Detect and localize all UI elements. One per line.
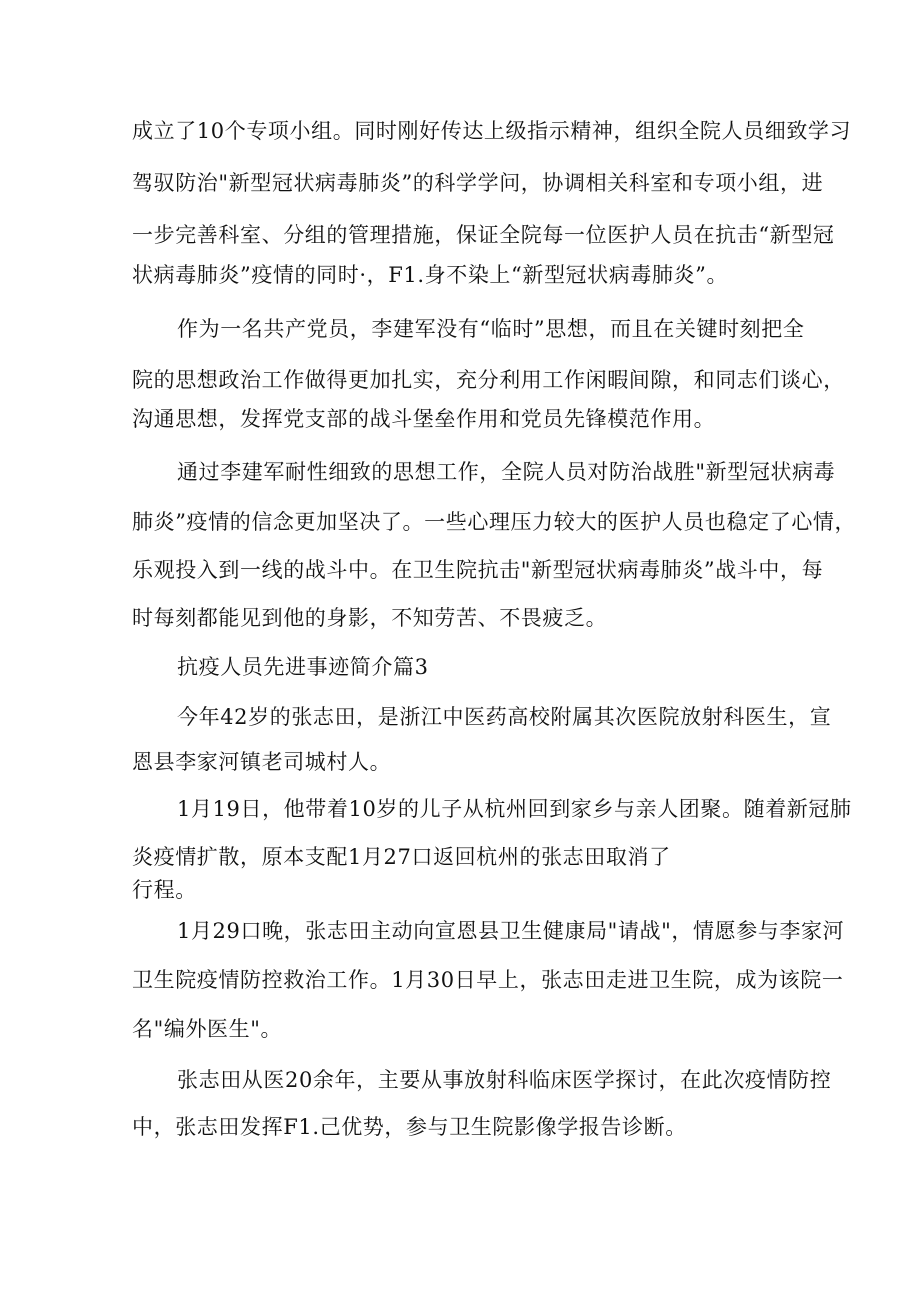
- text-line: 肺炎”疫情的信念更加坚决了。一些心理压力较大的医护人员也稳定了心情，: [132, 510, 857, 534]
- text-line: 炎疫情扩散，原本支配1月27口返回杭州的张志田取消了: [132, 845, 671, 869]
- text-line: 1月19日，他带着10岁的儿子从杭州回到家乡与亲人团聚。随着新冠肺: [177, 797, 852, 821]
- text-line: 行程。: [132, 878, 197, 902]
- text-line: 今年42岁的张志田，是浙江中医药高校附属其次医院放射科医生，宣: [177, 705, 832, 729]
- text-line: 乐观投入到一线的战斗中。在卫生院抗击"新型冠状病毒肺炎”战斗中，每: [132, 558, 824, 582]
- text-line: 卫生院疫情防控救治工作。1月30日早上，张志田走进卫生院，成为该院一: [132, 968, 844, 992]
- text-line: 作为一名共产党员，李建军没有“临时”思想，而且在关键时刻把全: [177, 317, 805, 341]
- text-line: 驾驭防治"新型冠状病毒肺炎”的科学学问，协调相关科室和专项小组，进: [132, 171, 824, 195]
- text-line: 一步完善科室、分组的管理措施，保证全院每一位医护人员在抗击“新型冠: [132, 223, 835, 247]
- text-line: 院的思想政治工作做得更加扎实，充分利用工作闲暇间隙，和同志们谈心，: [132, 368, 845, 392]
- section-heading: 抗疫人员先进事迹简介篇3: [177, 655, 429, 679]
- text-line: 张志田从医20余年，主要从事放射科临床医学探讨，在此次疫情防控: [177, 1068, 832, 1092]
- text-line: 名"编外医生"。: [132, 1017, 283, 1041]
- text-line: 中，张志田发挥F1.己优势，参与卫生院影像学报告诊断。: [132, 1115, 687, 1139]
- text-line: 通过李建军耐性细致的思想工作，全院人员对防治战胜"新型冠状病毒: [177, 460, 836, 484]
- text-line: 恩县李家河镇老司城村人。: [132, 750, 392, 774]
- text-line: 沟通思想，发挥党支部的战斗堡垒作用和党员先锋模范作用。: [132, 407, 716, 431]
- text-line: 时每刻都能见到他的身影，不知劳苦、不畏疲乏。: [132, 606, 608, 630]
- text-line: 成立了10个专项小组。同时刚好传达上级指示精神，组织全院人员细致学习: [132, 119, 852, 143]
- text-line: 1月29口晚，张志田主动向宣恩县卫生健康局"请战"，情愿参与李家河: [177, 919, 845, 943]
- text-line: 状病毒肺炎”疫情的同时·，F1.身不染上“新型冠状病毒肺炎”。: [132, 263, 729, 287]
